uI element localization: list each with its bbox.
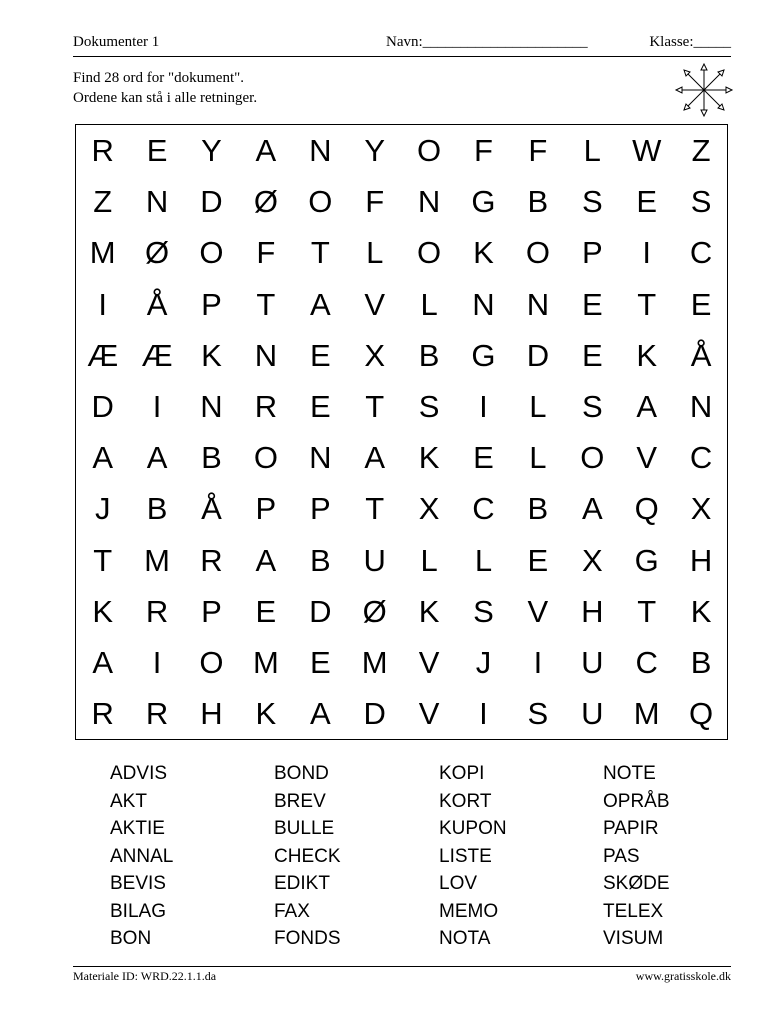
grid-letter: E	[527, 542, 549, 578]
grid-letter: L	[366, 235, 384, 271]
word-item: OPRÅB	[603, 790, 670, 812]
grid-letter: K	[690, 593, 712, 629]
grid-letter: S	[690, 184, 712, 220]
grid-letter: Å	[146, 286, 168, 322]
grid-letter: R	[91, 696, 114, 732]
grid-letter: S	[581, 184, 603, 220]
grid-letter: M	[252, 645, 279, 680]
word-item: CHECK	[274, 845, 341, 867]
word-item: BOND	[274, 763, 329, 784]
grid-letter: U	[581, 696, 604, 732]
word-item: KORT	[439, 790, 492, 812]
grid-row	[76, 279, 727, 330]
grid-letter: A	[636, 389, 658, 424]
grid-letter: N	[254, 337, 278, 373]
grid-letter: E	[309, 645, 331, 680]
grid-letter: R	[145, 696, 169, 732]
grid-letter: L	[583, 133, 601, 168]
grid-letter: A	[92, 645, 114, 680]
grid-row	[76, 535, 727, 586]
grid-letter: B	[527, 184, 549, 220]
grid-letter: T	[365, 389, 385, 424]
grid-letter: B	[201, 440, 222, 476]
grid-letter: H	[581, 593, 604, 629]
grid-letter: O	[308, 184, 333, 220]
grid-letter: C	[635, 645, 658, 680]
grid-letter: Æ	[141, 337, 173, 373]
grid-letter: R	[145, 593, 169, 629]
word-item: SKØDE	[603, 873, 670, 894]
grid-letter: A	[364, 440, 386, 476]
grid-letter: M	[144, 542, 170, 578]
grid-letter: D	[363, 696, 386, 732]
instructions	[73, 68, 257, 108]
header-divider	[73, 56, 731, 57]
grid-letter: Ø	[362, 593, 387, 629]
page-header	[73, 34, 731, 54]
grid-row	[76, 176, 727, 227]
word-item: MEMO	[439, 900, 499, 922]
grid-letter: T	[256, 286, 276, 322]
grid-letter: O	[417, 133, 442, 168]
grid-letter: N	[145, 184, 169, 220]
grid-letter: U	[363, 542, 386, 578]
grid-letter: L	[420, 542, 438, 578]
word-item: BON	[110, 928, 152, 949]
material-id: Materiale ID: WRD.22.1.1.da	[73, 969, 217, 983]
grid-letter: C	[689, 440, 713, 476]
grid-letter: A	[255, 542, 277, 578]
word-item: BILAG	[110, 900, 166, 922]
grid-letter: I	[533, 645, 543, 680]
grid-letter: L	[529, 389, 547, 424]
grid-letter: T	[637, 286, 657, 322]
grid-letter: E	[255, 593, 277, 629]
grid-letter: D	[526, 337, 550, 373]
grid-letter: E	[581, 286, 603, 322]
grid-letter: N	[526, 286, 550, 322]
grid-letter: K	[255, 696, 277, 732]
grid-letter: O	[253, 440, 278, 476]
grid-letter: S	[473, 593, 494, 629]
grid-letter: V	[418, 696, 440, 732]
grid-letter: K	[201, 337, 222, 373]
grid-letter: A	[146, 440, 168, 476]
grid-letter: K	[92, 593, 114, 629]
grid-letter: N	[200, 389, 223, 424]
grid-letter: B	[146, 491, 168, 527]
word-item: KUPON	[439, 818, 507, 839]
grid-letter: O	[199, 235, 224, 271]
grid-letter: A	[92, 440, 114, 476]
grid-letter: O	[580, 440, 605, 476]
grid-letter: V	[364, 286, 386, 322]
grid-letter: G	[634, 542, 659, 578]
grid-letter: T	[93, 542, 113, 578]
word-item: VISUM	[603, 928, 664, 949]
grid-letter: Å	[690, 337, 712, 373]
grid-letter: E	[309, 389, 331, 424]
grid-letter: Y	[201, 133, 222, 168]
grid-letter: M	[361, 645, 388, 680]
grid-letter: Å	[201, 491, 222, 527]
grid-letter: F	[256, 235, 276, 271]
grid-letter: J	[475, 645, 492, 680]
grid-letter: S	[418, 389, 440, 424]
grid-letter: B	[309, 542, 331, 578]
grid-letter: O	[525, 235, 550, 271]
word-item: AKT	[110, 790, 147, 812]
grid-letter: S	[581, 389, 603, 424]
word-item: PAPIR	[603, 818, 659, 839]
letter-grid	[75, 124, 728, 740]
word-item: FAX	[274, 900, 310, 922]
grid-letter: E	[636, 184, 658, 220]
grid-letter: E	[690, 286, 712, 322]
grid-letter: V	[527, 593, 549, 629]
grid-row	[76, 483, 727, 534]
name-field-label: Navn:______________________	[386, 34, 588, 50]
grid-letter: B	[527, 491, 549, 527]
grid-letter: D	[200, 184, 223, 220]
grid-letter: I	[479, 696, 488, 732]
grid-letter: N	[689, 389, 713, 424]
grid-letter: O	[417, 235, 442, 271]
word-column	[110, 760, 260, 953]
grid-letter: F	[528, 133, 548, 168]
grid-letter: Ø	[145, 235, 170, 271]
instruction-line-2: Ordene kan stå i alle retninger.	[73, 90, 258, 106]
word-list	[110, 760, 670, 952]
grid-letter: R	[91, 133, 114, 168]
grid-letter: J	[94, 491, 111, 527]
grid-letter: H	[689, 542, 713, 578]
grid-letter: K	[636, 337, 658, 373]
grid-row	[76, 125, 727, 176]
grid-letter: M	[89, 235, 116, 271]
grid-letter: N	[417, 184, 441, 220]
grid-letter: V	[636, 440, 658, 476]
grid-row	[76, 330, 727, 381]
grid-letter: O	[199, 645, 224, 680]
word-item: AKTIE	[110, 818, 165, 839]
grid-letter: G	[471, 184, 496, 220]
grid-letter: D	[91, 389, 114, 424]
class-field-label: Klasse:_____	[649, 34, 731, 50]
grid-letter: L	[474, 542, 493, 578]
grid-letter: E	[473, 440, 494, 476]
grid-letter: K	[418, 440, 440, 476]
grid-letter: Y	[364, 133, 386, 168]
grid-letter: N	[472, 286, 495, 322]
word-item: LOV	[439, 873, 478, 894]
grid-letter: Z	[691, 133, 711, 168]
direction-arrows-icon	[672, 63, 736, 117]
grid-letter: C	[472, 491, 495, 527]
grid-letter: K	[473, 235, 494, 271]
grid-letter: W	[632, 133, 662, 168]
word-item: NOTA	[439, 928, 491, 949]
grid-letter: Ø	[253, 184, 278, 220]
grid-letter: N	[309, 133, 332, 168]
grid-letter: R	[254, 389, 278, 424]
grid-letter: G	[471, 337, 496, 373]
grid-letter: T	[637, 593, 657, 629]
grid-letter: U	[581, 645, 604, 680]
grid-letter: I	[152, 645, 162, 680]
worksheet-title: Dokumenter 1	[73, 34, 160, 50]
grid-letter: Q	[634, 491, 659, 527]
word-item: ANNAL	[110, 845, 174, 867]
grid-row	[76, 688, 727, 739]
grid-letter: V	[418, 645, 440, 680]
grid-letter: E	[146, 133, 168, 168]
grid-letter: T	[310, 235, 330, 271]
grid-letter: P	[309, 491, 331, 527]
grid-letter: H	[200, 696, 223, 732]
grid-letter: I	[98, 286, 107, 322]
grid-letter: F	[365, 184, 385, 220]
word-item: TELEX	[603, 900, 664, 922]
word-item: BULLE	[274, 818, 335, 839]
word-item: KOPI	[439, 763, 485, 784]
grid-row	[76, 586, 727, 637]
grid-letter: I	[152, 389, 162, 424]
word-item: ADVIS	[110, 763, 168, 784]
grid-row	[76, 381, 727, 432]
grid-letter: X	[690, 491, 712, 527]
word-item: FONDS	[274, 928, 341, 949]
grid-letter: L	[420, 286, 438, 322]
footer-divider	[73, 966, 731, 967]
word-column	[439, 760, 589, 953]
word-column	[603, 760, 753, 953]
grid-letter: N	[309, 440, 332, 476]
word-column	[274, 760, 424, 953]
grid-letter: P	[581, 235, 603, 271]
instruction-line-1: Find 28 ord for "dokument".	[73, 70, 244, 86]
grid-letter: A	[309, 696, 331, 732]
grid-letter: B	[690, 645, 712, 680]
grid-letter: K	[418, 593, 440, 629]
grid-letter: D	[309, 593, 332, 629]
grid-letter: E	[309, 337, 331, 373]
grid-letter: B	[418, 337, 440, 373]
grid-letter: Æ	[87, 337, 119, 373]
grid-letter: Q	[689, 696, 714, 732]
grid-letter: M	[633, 696, 660, 732]
grid-letter: F	[474, 133, 493, 168]
word-item: LISTE	[439, 845, 492, 867]
grid-letter: S	[527, 696, 549, 732]
grid-letter: P	[255, 491, 277, 527]
grid-letter: X	[364, 337, 386, 373]
grid-row	[76, 227, 727, 278]
word-item: NOTE	[603, 763, 656, 784]
grid-letter: I	[642, 235, 651, 271]
grid-letter: P	[201, 286, 222, 322]
grid-letter: E	[581, 337, 603, 373]
word-item: PAS	[603, 845, 640, 867]
word-item: BEVIS	[110, 873, 166, 894]
grid-letter: C	[689, 235, 713, 271]
grid-row	[76, 432, 727, 483]
grid-letter: P	[201, 593, 222, 629]
grid-letter: Z	[93, 184, 113, 220]
grid-letter: A	[309, 286, 331, 322]
grid-letter: I	[479, 389, 488, 424]
grid-letter: A	[255, 133, 277, 168]
word-item: BREV	[274, 790, 326, 812]
grid-letter: T	[365, 491, 385, 527]
grid-row	[76, 637, 727, 688]
grid-letter: R	[200, 542, 223, 578]
website-link: www.gratisskole.dk	[635, 969, 731, 983]
grid-letter: L	[529, 440, 547, 476]
grid-letter: A	[581, 491, 603, 527]
grid-letter: X	[581, 542, 603, 578]
word-item: EDIKT	[274, 873, 330, 894]
grid-letter: X	[418, 491, 440, 527]
